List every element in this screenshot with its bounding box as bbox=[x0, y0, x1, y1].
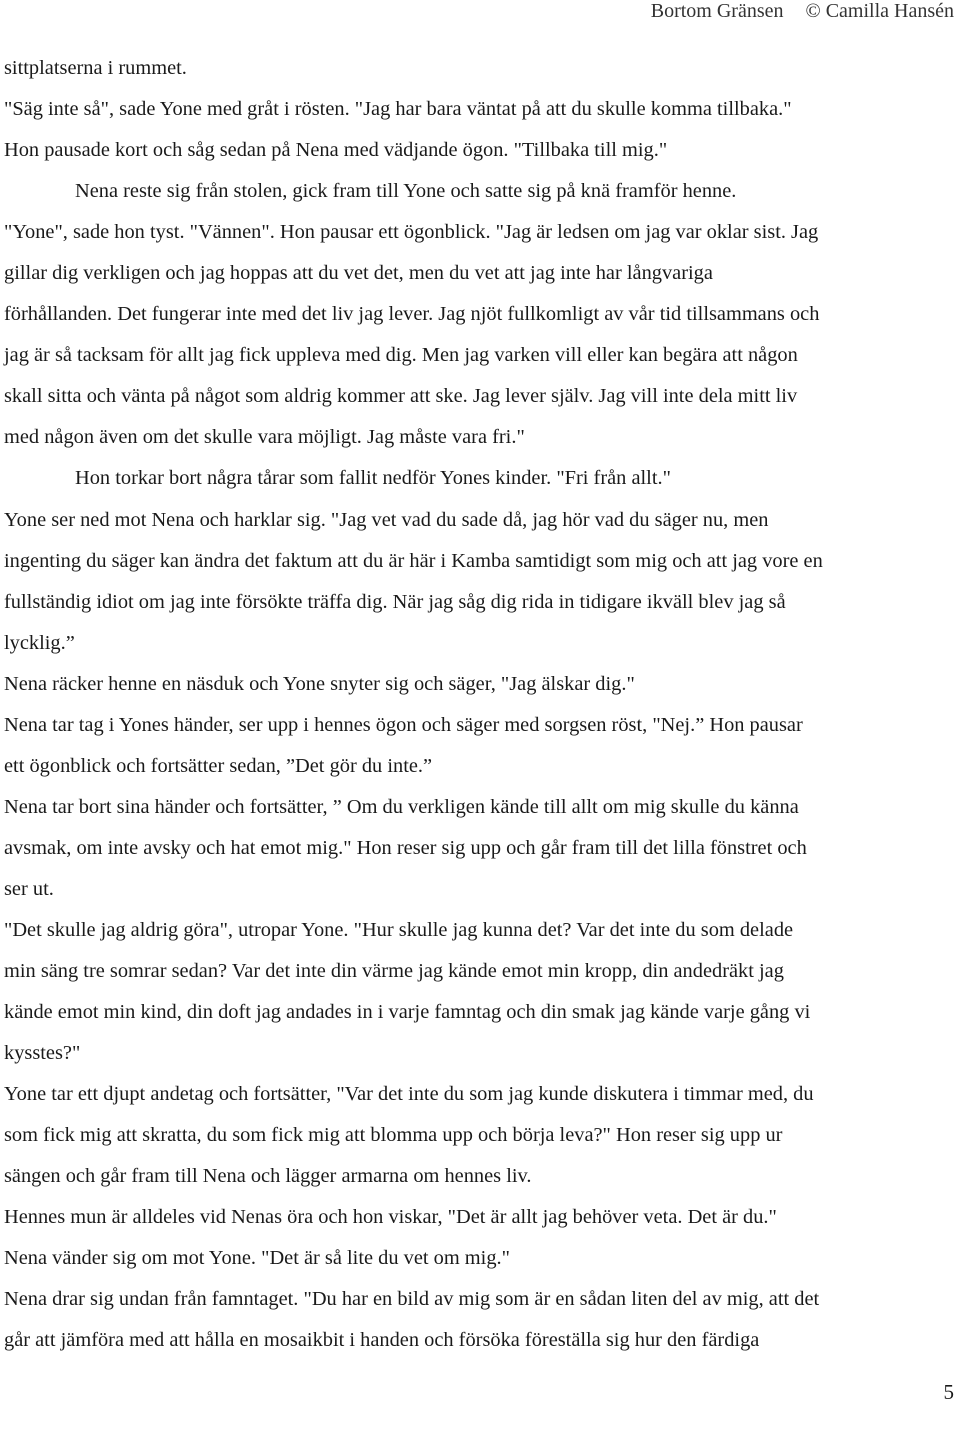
book-title: Bortom Gränsen bbox=[650, 0, 784, 22]
text-line: Nena räcker henne en näsduk och Yone snyter sig och säger, "Jag älskar dig." bbox=[4, 672, 635, 695]
text-line: avsmak, om inte avsky och hat emot mig." Hon reser sig upp och går fram till det lilla fönstret och bbox=[4, 836, 807, 859]
copyright-notice: © Camilla Hansén bbox=[805, 0, 954, 22]
text-line: sängen och går fram till Nena och lägger armarna om hennes liv. bbox=[4, 1165, 532, 1188]
text-line: Yone ser ned mot Nena och harklar sig. "Jag vet vad du sade då, jag hör vad du säger nu, men bbox=[4, 508, 769, 531]
text-line: "Säg inte så", sade Yone med gråt i rösten. "Jag har bara väntat på att du skulle komma tillbaka." bbox=[4, 98, 792, 121]
text-line: förhållanden. Det fungerar inte med det liv jag lever. Jag njöt fullkomligt av vår tid tillsammans och bbox=[4, 303, 820, 326]
text-line: kände emot min kind, din doft jag andades in i varje famntag och din smak jag kände varje gång vi bbox=[4, 1001, 811, 1024]
text-line: med någon även om det skulle vara möjligt. Jag måste vara fri." bbox=[4, 426, 525, 449]
text-line: "Yone", sade hon tyst. "Vännen". Hon pausar ett ögonblick. "Jag är ledsen om jag var oklar sist. Jag bbox=[4, 221, 819, 244]
text-line: Nena drar sig undan från famntaget. "Du har en bild av mig som är en sådan liten del av mig, att det bbox=[4, 1288, 820, 1311]
text-line: Yone tar ett djupt andetag och fortsätter, "Var det inte du som jag kunde diskutera i timmar med, du bbox=[4, 1083, 814, 1106]
text-line: Hon torkar bort några tårar som fallit nedför Yones kinder. "Fri från allt." bbox=[75, 467, 671, 490]
text-line: fullständig idiot om jag inte försökte träffa dig. När jag såg dig rida in tidigare ikväll blev jag så bbox=[4, 590, 786, 613]
text-line: ett ögonblick och fortsätter sedan, ”Det gör du inte.” bbox=[4, 754, 433, 777]
text-line: skall sitta och vänta på något som aldrig kommer att ske. Jag lever själv. Jag vill inte dela mitt liv bbox=[4, 385, 798, 408]
text-line: ser ut. bbox=[4, 877, 54, 900]
text-line: Hennes mun är alldeles vid Nenas öra och hon viskar, "Det är allt jag behöver veta. Det är du." bbox=[4, 1206, 777, 1229]
text-line: Hon pausade kort och såg sedan på Nena med vädjande ögon. "Tillbaka till mig." bbox=[4, 139, 668, 162]
text-line: "Det skulle jag aldrig göra", utropar Yone. "Hur skulle jag kunna det? Var det inte du som delade bbox=[4, 918, 794, 941]
text-line: går att jämföra med att hålla en mosaikbit i handen och försöka föreställa sig hur den färdiga bbox=[4, 1329, 760, 1352]
text-line: jag är så tacksam för allt jag fick uppleva med dig. Men jag varken vill eller kan begära att någon bbox=[4, 344, 798, 367]
text-line: Nena tar tag i Yones händer, ser upp i hennes ögon och säger med sorgsen röst, "Nej.” Hon pausar bbox=[4, 713, 803, 736]
text-line: Nena reste sig från stolen, gick fram till Yone och satte sig på knä framför henne. bbox=[75, 180, 737, 203]
text-line: ingenting du säger kan ändra det faktum att du är här i Kamba samtidigt som mig och att jag vore en bbox=[4, 549, 823, 572]
page-header bbox=[651, 0, 954, 22]
text-line: som fick mig att skratta, du som fick mig att blomma upp och börja leva?" Hon reser sig upp ur bbox=[4, 1124, 783, 1147]
text-line: min säng tre somrar sedan? Var det inte din värme jag kände emot min kropp, din andedräkt jag bbox=[4, 960, 784, 983]
page-number: 5 bbox=[943, 1380, 954, 1404]
text-line: gillar dig verkligen och jag hoppas att du vet det, men du vet att jag inte har långvariga bbox=[4, 262, 713, 285]
text-line: Nena vänder sig om mot Yone. "Det är så lite du vet om mig." bbox=[4, 1247, 510, 1270]
text-line: lycklig.” bbox=[4, 631, 75, 654]
text-line: kysstes?" bbox=[4, 1042, 81, 1065]
body-text bbox=[4, 48, 960, 1362]
text-line: Nena tar bort sina händer och fortsätter, ” Om du verkligen kände till allt om mig skulle du känna bbox=[4, 795, 799, 818]
text-line: sittplatserna i rummet. bbox=[4, 57, 187, 79]
